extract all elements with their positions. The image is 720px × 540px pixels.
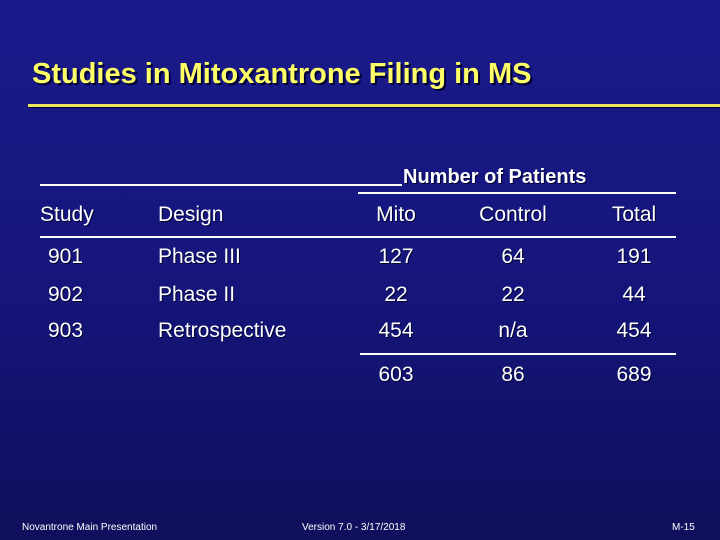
total-mito: 603 xyxy=(378,363,414,386)
total-total: 689 xyxy=(616,363,652,386)
slide-title: Studies in Mitoxantrone Filing in MS xyxy=(32,58,532,90)
header-right-rule xyxy=(358,192,676,194)
col-header-design: Design xyxy=(158,203,224,226)
row-903-control: n/a xyxy=(498,319,528,342)
row-903-mito: 454 xyxy=(378,319,414,342)
col-header-control: Control xyxy=(479,203,547,226)
row-902-total: 44 xyxy=(622,283,646,306)
row-903-study: 903 xyxy=(48,319,84,342)
totals-rule xyxy=(360,353,676,355)
col-header-total: Total xyxy=(611,203,657,226)
row-902-control: 22 xyxy=(501,283,525,306)
header-bottom-rule xyxy=(40,236,676,238)
row-901-design: Phase III xyxy=(158,245,241,268)
col-header-study: Study xyxy=(40,203,94,226)
row-901-control: 64 xyxy=(501,245,525,268)
row-902-study: 902 xyxy=(48,283,84,306)
footer-center: Version 7.0 - 3/17/2018 xyxy=(302,522,406,533)
col-header-mito: Mito xyxy=(376,203,416,226)
footer-right: M-15 xyxy=(672,522,695,533)
row-903-design: Retrospective xyxy=(158,319,287,342)
row-902-design: Phase II xyxy=(158,283,236,306)
row-901-total: 191 xyxy=(616,245,652,268)
title-underline xyxy=(28,104,720,107)
footer-left: Novantrone Main Presentation xyxy=(22,522,158,533)
row-902-mito: 22 xyxy=(384,283,408,306)
row-901-study: 901 xyxy=(48,245,84,268)
header-left-rule xyxy=(40,184,402,186)
row-901-mito: 127 xyxy=(378,245,414,268)
total-control: 86 xyxy=(501,363,525,386)
number-of-patients-header: Number of Patients xyxy=(403,166,587,188)
row-903-total: 454 xyxy=(616,319,652,342)
